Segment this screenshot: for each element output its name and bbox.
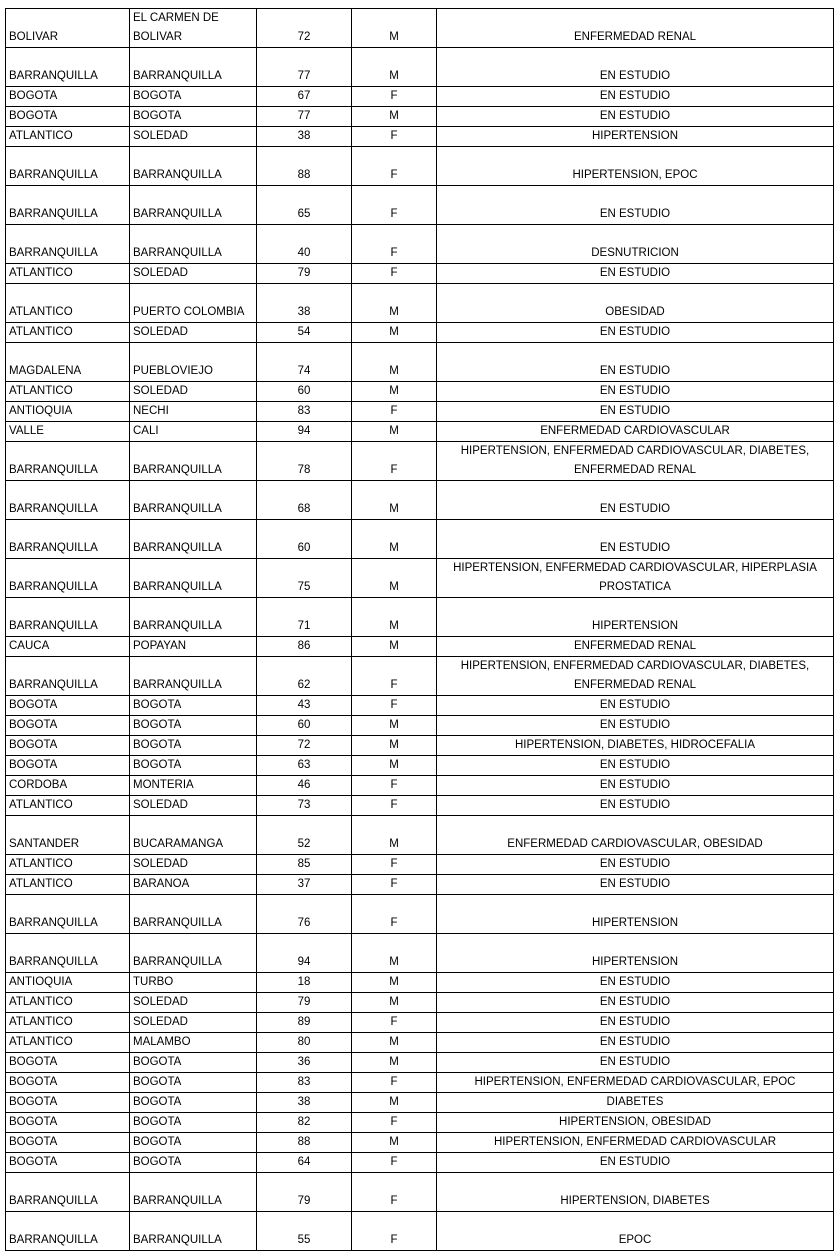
cell-departamento: ATLANTICO bbox=[6, 855, 130, 875]
cell-sexo: M bbox=[352, 1133, 437, 1153]
cell-diagnostico: HIPERTENSION, ENFERMEDAD CARDIOVASCULAR, HIPERPLASIA PROSTATICA bbox=[437, 559, 834, 598]
cell-diagnostico: EN ESTUDIO bbox=[437, 776, 834, 796]
table-row bbox=[6, 776, 834, 796]
cell-departamento: BOGOTA bbox=[6, 736, 130, 756]
cell-departamento: VALLE bbox=[6, 422, 130, 442]
cell-sexo: F bbox=[352, 855, 437, 875]
table-row bbox=[6, 598, 834, 637]
cell-municipio: SOLEDAD bbox=[130, 264, 257, 284]
cell-sexo: M bbox=[352, 9, 437, 48]
cell-municipio: BARRANQUILLA bbox=[130, 481, 257, 520]
cell-sexo: M bbox=[352, 382, 437, 402]
cell-departamento: ATLANTICO bbox=[6, 1013, 130, 1033]
cell-edad: 54 bbox=[257, 323, 352, 343]
cell-diagnostico: HIPERTENSION, EPOC bbox=[437, 147, 834, 186]
cell-municipio: POPAYAN bbox=[130, 637, 257, 657]
cell-departamento: MAGDALENA bbox=[6, 343, 130, 382]
table-row bbox=[6, 1153, 834, 1173]
cell-municipio: BARRANQUILLA bbox=[130, 442, 257, 481]
table-row bbox=[6, 796, 834, 816]
cell-sexo: M bbox=[352, 736, 437, 756]
table-row bbox=[6, 973, 834, 993]
cell-municipio: SOLEDAD bbox=[130, 382, 257, 402]
cell-sexo: F bbox=[352, 875, 437, 895]
table-row bbox=[6, 756, 834, 776]
cell-departamento: BOGOTA bbox=[6, 107, 130, 127]
table-row bbox=[6, 816, 834, 855]
cell-edad: 88 bbox=[257, 147, 352, 186]
cell-diagnostico: ENFERMEDAD CARDIOVASCULAR, OBESIDAD bbox=[437, 816, 834, 855]
cell-edad: 60 bbox=[257, 382, 352, 402]
cell-edad: 37 bbox=[257, 875, 352, 895]
cell-diagnostico: EN ESTUDIO bbox=[437, 402, 834, 422]
cell-municipio: MONTERIA bbox=[130, 776, 257, 796]
cell-edad: 85 bbox=[257, 855, 352, 875]
cell-diagnostico: EN ESTUDIO bbox=[437, 796, 834, 816]
cell-edad: 60 bbox=[257, 520, 352, 559]
cell-diagnostico: EN ESTUDIO bbox=[437, 264, 834, 284]
cell-municipio: BOGOTA bbox=[130, 1093, 257, 1113]
cell-diagnostico: EN ESTUDIO bbox=[437, 875, 834, 895]
cell-sexo: M bbox=[352, 422, 437, 442]
cell-diagnostico: EN ESTUDIO bbox=[437, 481, 834, 520]
cell-diagnostico: EN ESTUDIO bbox=[437, 973, 834, 993]
cell-edad: 78 bbox=[257, 442, 352, 481]
table-row bbox=[6, 1113, 834, 1133]
table-row bbox=[6, 127, 834, 147]
cell-edad: 40 bbox=[257, 225, 352, 264]
table-row bbox=[6, 481, 834, 520]
table-row bbox=[6, 934, 834, 973]
cell-departamento: BARRANQUILLA bbox=[6, 559, 130, 598]
cell-edad: 79 bbox=[257, 1173, 352, 1212]
cell-sexo: M bbox=[352, 48, 437, 87]
cell-departamento: ATLANTICO bbox=[6, 127, 130, 147]
cell-departamento: BARRANQUILLA bbox=[6, 225, 130, 264]
cell-edad: 77 bbox=[257, 107, 352, 127]
table-row bbox=[6, 9, 834, 48]
cell-sexo: F bbox=[352, 776, 437, 796]
table-row bbox=[6, 1073, 834, 1093]
table-row bbox=[6, 264, 834, 284]
cell-sexo: F bbox=[352, 87, 437, 107]
cell-municipio: BARRANQUILLA bbox=[130, 934, 257, 973]
table-row bbox=[6, 1173, 834, 1212]
cell-municipio: BARRANQUILLA bbox=[130, 1173, 257, 1212]
cell-departamento: BOGOTA bbox=[6, 87, 130, 107]
cell-departamento: BARRANQUILLA bbox=[6, 657, 130, 696]
cell-municipio: BUCARAMANGA bbox=[130, 816, 257, 855]
cell-edad: 18 bbox=[257, 973, 352, 993]
cell-diagnostico: EN ESTUDIO bbox=[437, 1053, 834, 1073]
table-row bbox=[6, 875, 834, 895]
cell-sexo: F bbox=[352, 1153, 437, 1173]
table-row bbox=[6, 895, 834, 934]
table-row bbox=[6, 1212, 834, 1251]
cell-sexo: M bbox=[352, 481, 437, 520]
cell-departamento: BARRANQUILLA bbox=[6, 186, 130, 225]
cell-edad: 73 bbox=[257, 796, 352, 816]
table-row bbox=[6, 107, 834, 127]
cell-sexo: F bbox=[352, 442, 437, 481]
cell-departamento: BARRANQUILLA bbox=[6, 48, 130, 87]
cell-diagnostico: EN ESTUDIO bbox=[437, 1013, 834, 1033]
cell-sexo: M bbox=[352, 1033, 437, 1053]
cell-sexo: M bbox=[352, 107, 437, 127]
table-row bbox=[6, 993, 834, 1013]
cell-sexo: M bbox=[352, 934, 437, 973]
cell-edad: 83 bbox=[257, 1073, 352, 1093]
table-row bbox=[6, 147, 834, 186]
cell-edad: 94 bbox=[257, 422, 352, 442]
cell-departamento: BOGOTA bbox=[6, 1073, 130, 1093]
cell-sexo: M bbox=[352, 559, 437, 598]
cell-sexo: F bbox=[352, 1073, 437, 1093]
cell-sexo: M bbox=[352, 756, 437, 776]
cell-departamento: BOGOTA bbox=[6, 1093, 130, 1113]
cell-sexo: F bbox=[352, 1113, 437, 1133]
cell-sexo: F bbox=[352, 1173, 437, 1212]
cell-sexo: F bbox=[352, 1013, 437, 1033]
cell-sexo: M bbox=[352, 284, 437, 323]
cell-diagnostico: EN ESTUDIO bbox=[437, 186, 834, 225]
cell-departamento: BOLIVAR bbox=[6, 9, 130, 48]
cell-municipio: BOGOTA bbox=[130, 696, 257, 716]
table-row bbox=[6, 559, 834, 598]
cell-departamento: BOGOTA bbox=[6, 1153, 130, 1173]
cell-departamento: SANTANDER bbox=[6, 816, 130, 855]
table-row bbox=[6, 422, 834, 442]
cell-sexo: M bbox=[352, 973, 437, 993]
cell-diagnostico: EN ESTUDIO bbox=[437, 107, 834, 127]
cell-departamento: ANTIOQUIA bbox=[6, 402, 130, 422]
cell-municipio: TURBO bbox=[130, 973, 257, 993]
cell-municipio: BARRANQUILLA bbox=[130, 225, 257, 264]
cell-diagnostico: EN ESTUDIO bbox=[437, 855, 834, 875]
table-row bbox=[6, 186, 834, 225]
cell-diagnostico: ENFERMEDAD CARDIOVASCULAR bbox=[437, 422, 834, 442]
table-row bbox=[6, 1093, 834, 1113]
cell-municipio: SOLEDAD bbox=[130, 323, 257, 343]
cell-diagnostico: EN ESTUDIO bbox=[437, 48, 834, 87]
cell-sexo: F bbox=[352, 696, 437, 716]
cell-sexo: M bbox=[352, 816, 437, 855]
cell-edad: 75 bbox=[257, 559, 352, 598]
cell-municipio: BOGOTA bbox=[130, 716, 257, 736]
cell-municipio: BARRANQUILLA bbox=[130, 598, 257, 637]
cell-municipio: BARRANQUILLA bbox=[130, 1212, 257, 1251]
cell-departamento: ATLANTICO bbox=[6, 875, 130, 895]
cell-edad: 43 bbox=[257, 696, 352, 716]
cell-edad: 77 bbox=[257, 48, 352, 87]
table-row bbox=[6, 855, 834, 875]
cell-diagnostico: EN ESTUDIO bbox=[437, 696, 834, 716]
cell-departamento: BARRANQUILLA bbox=[6, 147, 130, 186]
cell-edad: 64 bbox=[257, 1153, 352, 1173]
cell-municipio: NECHI bbox=[130, 402, 257, 422]
table-row bbox=[6, 1013, 834, 1033]
table-row bbox=[6, 657, 834, 696]
table-row bbox=[6, 736, 834, 756]
cell-diagnostico: EN ESTUDIO bbox=[437, 756, 834, 776]
cell-municipio: BOGOTA bbox=[130, 87, 257, 107]
cell-departamento: BARRANQUILLA bbox=[6, 1212, 130, 1251]
cell-municipio: BARRANQUILLA bbox=[130, 147, 257, 186]
cell-sexo: M bbox=[352, 323, 437, 343]
cell-diagnostico: EN ESTUDIO bbox=[437, 323, 834, 343]
cell-diagnostico: HIPERTENSION, OBESIDAD bbox=[437, 1113, 834, 1133]
cell-municipio: BARRANQUILLA bbox=[130, 48, 257, 87]
cell-municipio: BOGOTA bbox=[130, 736, 257, 756]
cell-sexo: F bbox=[352, 264, 437, 284]
cell-departamento: BARRANQUILLA bbox=[6, 598, 130, 637]
cell-departamento: BOGOTA bbox=[6, 1053, 130, 1073]
cell-edad: 65 bbox=[257, 186, 352, 225]
cell-sexo: M bbox=[352, 716, 437, 736]
cell-diagnostico: EN ESTUDIO bbox=[437, 87, 834, 107]
cell-municipio: SOLEDAD bbox=[130, 993, 257, 1013]
table-row bbox=[6, 402, 834, 422]
cell-diagnostico: HIPERTENSION, ENFERMEDAD CARDIOVASCULAR, DIABETES, ENFERMEDAD RENAL bbox=[437, 657, 834, 696]
cell-sexo: F bbox=[352, 895, 437, 934]
cell-sexo: F bbox=[352, 1212, 437, 1251]
cell-departamento: BARRANQUILLA bbox=[6, 934, 130, 973]
cell-departamento: BARRANQUILLA bbox=[6, 1173, 130, 1212]
cell-municipio: BARRANQUILLA bbox=[130, 186, 257, 225]
table-row bbox=[6, 323, 834, 343]
table-row bbox=[6, 716, 834, 736]
cell-edad: 82 bbox=[257, 1113, 352, 1133]
cell-diagnostico: HIPERTENSION bbox=[437, 895, 834, 934]
cell-sexo: M bbox=[352, 343, 437, 382]
cell-edad: 62 bbox=[257, 657, 352, 696]
table-row bbox=[6, 696, 834, 716]
cell-diagnostico: HIPERTENSION, ENFERMEDAD CARDIOVASCULAR, DIABETES, ENFERMEDAD RENAL bbox=[437, 442, 834, 481]
cell-edad: 60 bbox=[257, 716, 352, 736]
cell-municipio: BOGOTA bbox=[130, 1073, 257, 1093]
cell-departamento: BOGOTA bbox=[6, 1113, 130, 1133]
cases-table bbox=[5, 8, 834, 1251]
cell-diagnostico: DIABETES bbox=[437, 1093, 834, 1113]
cell-municipio: BARRANQUILLA bbox=[130, 895, 257, 934]
cell-municipio: BOGOTA bbox=[130, 1133, 257, 1153]
cell-departamento: ANTIOQUIA bbox=[6, 973, 130, 993]
cell-sexo: F bbox=[352, 796, 437, 816]
cell-departamento: CAUCA bbox=[6, 637, 130, 657]
cell-diagnostico: EN ESTUDIO bbox=[437, 343, 834, 382]
cell-edad: 88 bbox=[257, 1133, 352, 1153]
cell-departamento: ATLANTICO bbox=[6, 993, 130, 1013]
cell-sexo: M bbox=[352, 1053, 437, 1073]
cell-municipio: BARRANQUILLA bbox=[130, 559, 257, 598]
cell-edad: 79 bbox=[257, 264, 352, 284]
cell-municipio: BARRANQUILLA bbox=[130, 657, 257, 696]
cell-sexo: F bbox=[352, 186, 437, 225]
cell-diagnostico: HIPERTENSION, DIABETES bbox=[437, 1173, 834, 1212]
cell-sexo: F bbox=[352, 127, 437, 147]
cell-diagnostico: DESNUTRICION bbox=[437, 225, 834, 264]
cell-edad: 74 bbox=[257, 343, 352, 382]
cell-edad: 38 bbox=[257, 127, 352, 147]
cell-sexo: M bbox=[352, 520, 437, 559]
cell-diagnostico: HIPERTENSION bbox=[437, 934, 834, 973]
table-row bbox=[6, 48, 834, 87]
cell-sexo: M bbox=[352, 993, 437, 1013]
cell-edad: 72 bbox=[257, 9, 352, 48]
cell-municipio: BOGOTA bbox=[130, 1053, 257, 1073]
cell-diagnostico: OBESIDAD bbox=[437, 284, 834, 323]
cell-edad: 76 bbox=[257, 895, 352, 934]
cell-diagnostico: EPOC bbox=[437, 1212, 834, 1251]
cell-municipio: BOGOTA bbox=[130, 1113, 257, 1133]
cell-edad: 38 bbox=[257, 284, 352, 323]
cell-edad: 79 bbox=[257, 993, 352, 1013]
cell-edad: 52 bbox=[257, 816, 352, 855]
table-row bbox=[6, 284, 834, 323]
cell-diagnostico: EN ESTUDIO bbox=[437, 1153, 834, 1173]
cell-municipio: CALI bbox=[130, 422, 257, 442]
cell-departamento: ATLANTICO bbox=[6, 264, 130, 284]
table-row bbox=[6, 225, 834, 264]
cell-departamento: BARRANQUILLA bbox=[6, 481, 130, 520]
cell-diagnostico: EN ESTUDIO bbox=[437, 1033, 834, 1053]
cell-edad: 83 bbox=[257, 402, 352, 422]
cell-municipio: MALAMBO bbox=[130, 1033, 257, 1053]
cell-edad: 89 bbox=[257, 1013, 352, 1033]
cell-municipio: SOLEDAD bbox=[130, 796, 257, 816]
cell-edad: 80 bbox=[257, 1033, 352, 1053]
cell-departamento: ATLANTICO bbox=[6, 323, 130, 343]
cell-municipio: PUERTO COLOMBIA bbox=[130, 284, 257, 323]
cell-departamento: BOGOTA bbox=[6, 696, 130, 716]
cell-sexo: F bbox=[352, 402, 437, 422]
cell-edad: 86 bbox=[257, 637, 352, 657]
cell-sexo: F bbox=[352, 657, 437, 696]
cell-sexo: F bbox=[352, 225, 437, 264]
cell-municipio: EL CARMEN DE BOLIVAR bbox=[130, 9, 257, 48]
cell-diagnostico: HIPERTENSION bbox=[437, 127, 834, 147]
cell-edad: 38 bbox=[257, 1093, 352, 1113]
cell-diagnostico: EN ESTUDIO bbox=[437, 520, 834, 559]
table-row bbox=[6, 343, 834, 382]
cell-municipio: BARANOA bbox=[130, 875, 257, 895]
cell-departamento: ATLANTICO bbox=[6, 1033, 130, 1053]
cell-edad: 68 bbox=[257, 481, 352, 520]
cell-diagnostico: HIPERTENSION, ENFERMEDAD CARDIOVASCULAR, EPOC bbox=[437, 1073, 834, 1093]
cell-municipio: BOGOTA bbox=[130, 107, 257, 127]
cell-sexo: F bbox=[352, 147, 437, 186]
table-row bbox=[6, 382, 834, 402]
cell-municipio: PUEBLOVIEJO bbox=[130, 343, 257, 382]
cell-municipio: BOGOTA bbox=[130, 1153, 257, 1173]
cell-edad: 46 bbox=[257, 776, 352, 796]
cell-edad: 55 bbox=[257, 1212, 352, 1251]
cell-municipio: BOGOTA bbox=[130, 756, 257, 776]
table-row bbox=[6, 520, 834, 559]
cell-departamento: BARRANQUILLA bbox=[6, 895, 130, 934]
cell-edad: 71 bbox=[257, 598, 352, 637]
table-row bbox=[6, 442, 834, 481]
cell-edad: 36 bbox=[257, 1053, 352, 1073]
cell-departamento: ATLANTICO bbox=[6, 382, 130, 402]
cell-edad: 72 bbox=[257, 736, 352, 756]
cell-sexo: M bbox=[352, 1093, 437, 1113]
table-row bbox=[6, 87, 834, 107]
cell-sexo: M bbox=[352, 637, 437, 657]
table-row bbox=[6, 1033, 834, 1053]
cell-diagnostico: HIPERTENSION bbox=[437, 598, 834, 637]
table-row bbox=[6, 1133, 834, 1153]
cell-departamento: BOGOTA bbox=[6, 1133, 130, 1153]
cell-edad: 94 bbox=[257, 934, 352, 973]
cell-diagnostico: EN ESTUDIO bbox=[437, 993, 834, 1013]
cell-diagnostico: HIPERTENSION, ENFERMEDAD CARDIOVASCULAR bbox=[437, 1133, 834, 1153]
cell-edad: 67 bbox=[257, 87, 352, 107]
table-row bbox=[6, 637, 834, 657]
cell-municipio: SOLEDAD bbox=[130, 855, 257, 875]
cell-municipio: SOLEDAD bbox=[130, 1013, 257, 1033]
cell-departamento: BARRANQUILLA bbox=[6, 442, 130, 481]
cell-diagnostico: ENFERMEDAD RENAL bbox=[437, 9, 834, 48]
cell-sexo: M bbox=[352, 598, 437, 637]
table-row bbox=[6, 1053, 834, 1073]
cell-departamento: CORDOBA bbox=[6, 776, 130, 796]
cell-departamento: BOGOTA bbox=[6, 756, 130, 776]
cell-departamento: BARRANQUILLA bbox=[6, 520, 130, 559]
cell-diagnostico: EN ESTUDIO bbox=[437, 382, 834, 402]
cell-departamento: BOGOTA bbox=[6, 716, 130, 736]
cell-departamento: ATLANTICO bbox=[6, 796, 130, 816]
cell-diagnostico: ENFERMEDAD RENAL bbox=[437, 637, 834, 657]
cell-diagnostico: EN ESTUDIO bbox=[437, 716, 834, 736]
cell-municipio: SOLEDAD bbox=[130, 127, 257, 147]
cases-table-body bbox=[6, 9, 834, 1251]
cell-municipio: BARRANQUILLA bbox=[130, 520, 257, 559]
cell-departamento: ATLANTICO bbox=[6, 284, 130, 323]
cell-diagnostico: HIPERTENSION, DIABETES, HIDROCEFALIA bbox=[437, 736, 834, 756]
cell-edad: 63 bbox=[257, 756, 352, 776]
